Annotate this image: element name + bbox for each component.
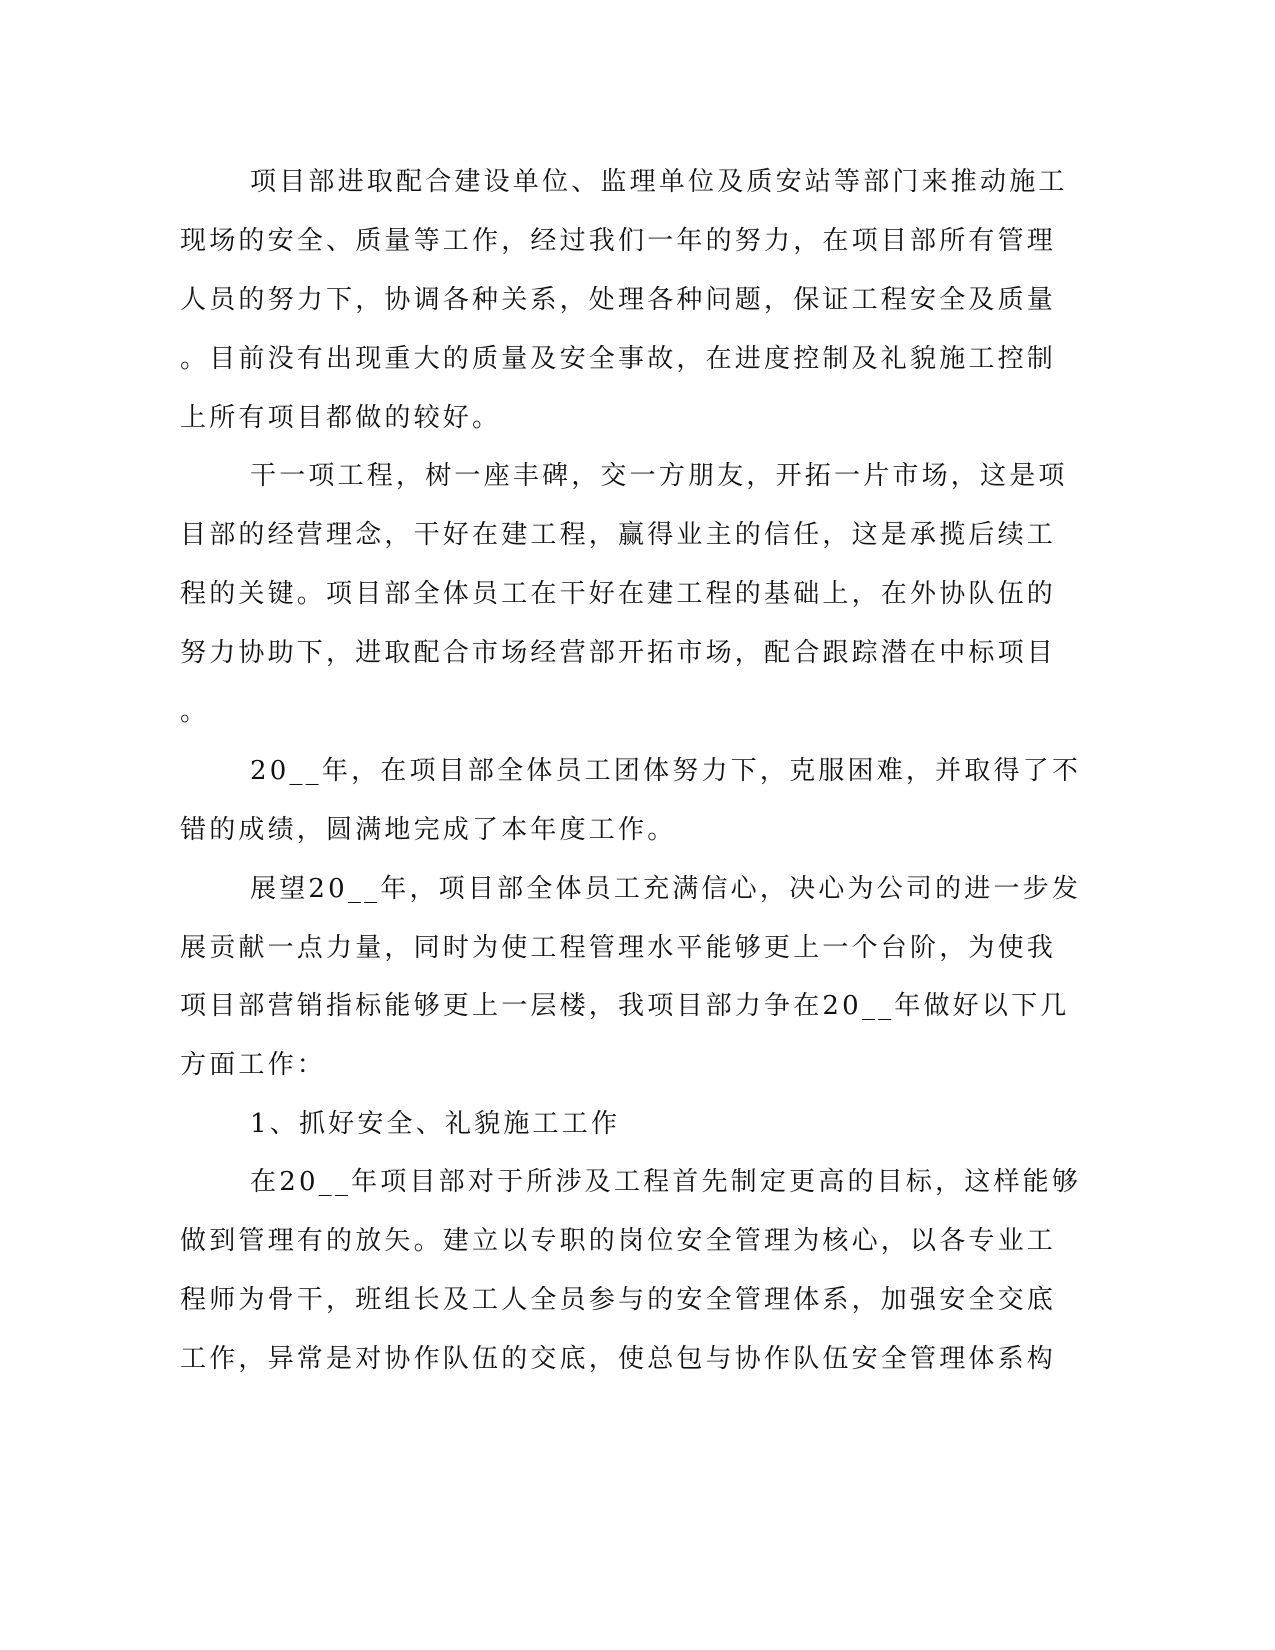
paragraph-6-line-2: 做到管理有的放矢。建立以专职的岗位安全管理为核心，以各专业工 <box>180 1226 1057 1256</box>
paragraph-4-line-1: 展望20__年，项目部全体员工充满信心，决心为公司的进一步发 <box>250 874 1082 904</box>
paragraph-3-line-1: 20__年，在项目部全体员工团体努力下，克服困难，并取得了不 <box>250 756 1082 786</box>
paragraph-6-line-3: 程师为骨干，班组长及工人全员参与的安全管理体系，加强安全交底 <box>180 1285 1057 1315</box>
paragraph-1-line-2: 现场的安全、质量等工作，经过我们一年的努力，在项目部所有管理 <box>180 226 1057 256</box>
paragraph-2-line-1: 干一项工程，树一座丰碑，交一方朋友，开拓一片市场，这是项 <box>250 461 1068 491</box>
paragraph-2-line-3: 程的关键。项目部全体员工在干好在建工程的基础上，在外协队伍的 <box>180 579 1057 609</box>
paragraph-1-line-3: 人员的努力下，协调各种关系，处理各种问题，保证工程安全及质量 <box>180 285 1057 315</box>
paragraph-1-line-5: 上所有项目都做的较好。 <box>180 403 502 433</box>
paragraph-6-line-1: 在20__年项目部对于所涉及工程首先制定更高的目标，这样能够 <box>250 1167 1082 1197</box>
section-heading-safety: 1、抓好安全、礼貌施工工作 <box>250 1109 621 1139</box>
paragraph-2-line-2: 目部的经营理念，干好在建工程，赢得业主的信任，这是承揽后续工 <box>180 520 1057 550</box>
paragraph-3-line-2: 错的成绩，圆满地完成了本年度工作。 <box>180 815 677 845</box>
paragraph-4-line-4: 方面工作： <box>180 1050 327 1080</box>
paragraph-4-line-2: 展贡献一点力量，同时为使工程管理水平能够更上一个台阶，为使我 <box>180 933 1057 963</box>
paragraph-4-line-3: 项目部营销指标能够更上一层楼，我项目部力争在20__年做好以下几 <box>180 991 1070 1021</box>
paragraph-2-line-5: 。 <box>180 697 210 727</box>
paragraph-2-line-4: 努力协助下，进取配合市场经营部开拓市场，配合跟踪潜在中标项目 <box>180 638 1057 668</box>
paragraph-6-line-4: 工作，异常是对协作队伍的交底，使总包与协作队伍安全管理体系构 <box>180 1344 1057 1374</box>
paragraph-1-line-4: 。目前没有出现重大的质量及安全事故，在进度控制及礼貌施工控制 <box>180 344 1057 374</box>
paragraph-1-line-1: 项目部进取配合建设单位、监理单位及质安站等部门来推动施工 <box>250 167 1068 197</box>
